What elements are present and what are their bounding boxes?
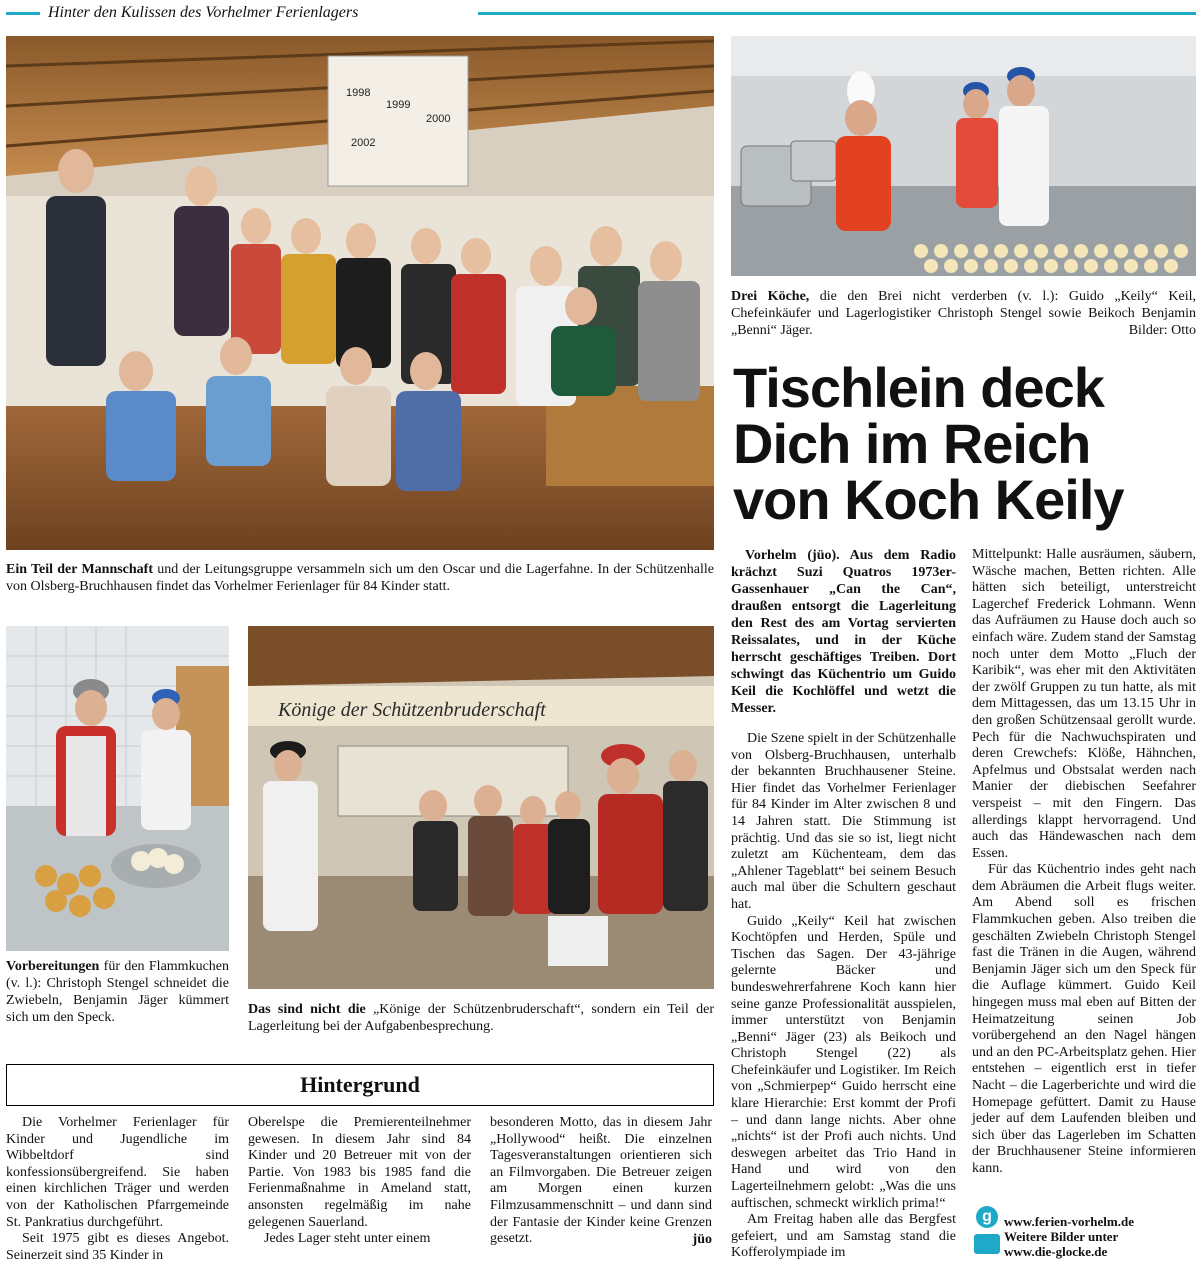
paragraph: Oberelspe die Premierenteilnehmer gewesen. In diesem Jahr sind 84 Kinder und 20 Betreuer mit von der Partie. Von 1983 bis 1985 fand die Ferienmaßnahme in Ameland statt, ansonsten regelmäßig im nahe gelegenen Sauerland. xyxy=(248,1115,471,1230)
svg-text:1999: 1999 xyxy=(386,99,411,111)
camera-icon xyxy=(974,1234,1000,1254)
kings-photo xyxy=(248,626,714,989)
svg-text:2002: 2002 xyxy=(351,137,376,149)
web-links xyxy=(1004,1214,1196,1259)
svg-text:1998: 1998 xyxy=(346,87,371,99)
group-photo-caption xyxy=(6,561,714,595)
kicker-rule-left xyxy=(6,12,40,15)
paragraph: Am Freitag haben alle das Bergfest gefeiert, und am Samstag stand die Kofferolympiade im xyxy=(731,1212,956,1261)
article-column-1-body xyxy=(731,731,956,1262)
caption-lead: Vorbereitungen xyxy=(6,959,100,974)
paragraph: Für das Küchentrio indes geht nach dem Abräumen die Arbeit flugs weiter. Am Abend soll es frischen Flammkuchen geben. Also treiben die geschälten Zwiebeln Christoph Stengel fast die Tränen in die Augen, während Benjamin Jäger sich um den Speck für die Auflage kümmert. Guido Keil hingegen muss mal eben auf Bitten der Heimatzeitung seinen Job vorübergehend an den Nagel hängen und an den PC-Arbeitsplatz gehen. Hier entstehen – eigentlich erst in tiefer Nacht – die Lagerberichte und wird die Homepage gefüttert. Damit zu Hause jeder auf dem Laufenden bleiben und sich über das Lagerleben im Schatten der Bruchhausener Steine informieren kann. xyxy=(972,862,1196,1176)
author-signature: jüo xyxy=(692,1231,712,1247)
cooks-photo-caption xyxy=(731,288,1196,339)
link-die-glocke[interactable]: www.die-glocke.de xyxy=(1004,1244,1108,1259)
caption-text: „Könige der Schützenbruderschaft“, sondern ein Teil der Lagerleitung bei der Aufgabenbesprechung. xyxy=(248,1002,715,1034)
paragraph: Guido „Keily“ Keil hat zwischen Kochtöpfen und Herden, Spüle und Tischen das Sagen. Der 43-jährige gelernte Bäcker und bundeswehrerfahrene Koch kann hier seine ganze Professionalität ausspielen, immer unterstützt von Benjamin „Benni“ Jäger (23) als Beikoch und Christoph Stengel (22) als Chefeinkäufer und Logistiker. Im Reich von „Schmierpep“ Guido herrscht eine klare Hierarchie: Erst kommt der Profi – und dann lange nichts. Aber ohne „nichts“ ist der Profi auch nichts. Und deswegen arbeitet das Trio Hand in Hand und wird von den Lagerteilnehmern gelobt: „Was die uns auftischen, schmeckt wirklich prima!“ xyxy=(731,913,956,1211)
group-photo-image xyxy=(6,36,714,550)
group-photo xyxy=(6,36,714,550)
paragraph: Die Szene spielt in der Schützenhalle von Olsberg-Bruchhausen, unterhalb der bekannten Bruchhausener Steine. Hier findet das Vorhelmer Ferienlager für 84 Kinder im Alter zwischen 8 und 14 Jahren statt. Die Stimmung ist prächtig. Und das sie so ist, liegt nicht zuletzt am Küchenteam, dem das „Ahlener Tageblatt“ bei seinem Besuch auch mal über die Schultern geschaut hat. xyxy=(731,731,956,912)
paragraph: besonderen Motto, das in diesem Jahr „Hollywood“ heißt. Die einzelnen Tagesveranstaltungen orientieren sich an Filmvorgaben. Die Betreuer zeigen am Morgen einen kurzen Filmzusammenschnitt – und dann sind der Fantasie der Kinder keine Grenzen gesetzt. xyxy=(490,1115,712,1247)
kings-photo-caption xyxy=(248,1001,714,1035)
kings-banner-text: Könige der Schützenbruderschaft xyxy=(278,699,546,721)
paragraph: Die Vorhelmer Ferienlager für Kinder und Jugendliche im Wibbeltdorf sind konfessionsübergreifend. Sie haben einen kirchlichen Träger und werden von der Katholischen Pfarrgemeinde St. Pankratius durchgeführt. xyxy=(6,1115,229,1230)
kings-photo-image xyxy=(248,626,714,989)
prep-photo-image xyxy=(6,626,229,951)
article-column-2 xyxy=(972,547,1196,1178)
headline-line-1: Tischlein deck xyxy=(733,356,1104,419)
caption-lead: Drei Köche, xyxy=(731,289,810,304)
background-column-3 xyxy=(490,1115,712,1248)
glocke-logo-icon: g xyxy=(976,1206,998,1228)
prep-photo xyxy=(6,626,229,951)
caption-text: die den Brei nicht verderben (v. l.): Guido „Keily“ Keil, Chefeinkäufer und Lagerlogistiker Christoph Stengel sowie Beikoch Benjamin „Benni“ Jäger. xyxy=(731,289,1196,338)
caption-text: und der Leitungsgruppe versammeln sich um den Oscar und die Lagerfahne. In der Schützenhalle von Olsberg-Bruchhausen findet das Vorhelmer Ferienlager für 84 Kinder statt. xyxy=(6,562,714,594)
cooks-photo xyxy=(731,36,1196,276)
paragraph: Jedes Lager steht unter einem xyxy=(264,1231,431,1247)
caption-lead: Ein Teil der Mannschaft xyxy=(6,562,153,577)
background-column-1 xyxy=(6,1115,229,1264)
svg-text:2000: 2000 xyxy=(426,113,451,125)
paragraph: Mittelpunkt: Halle ausräumen, säubern, Wäsche machen, Betten richten. Alle hätten sich beteiligt, unterstreicht Lagerchef Frederick Lohmann. Wenn das Aufräumen zu Hause doch auch so einfach wäre. Zudem stand der Samstag noch unter dem Motto „Fluch der Karibik“, was eher mit den Aktivitäten der zwölf Gruppen zu tun hatte, als mit dem Mittagessen, das um 13.15 Uhr in den großen Schützensaal gerollt wurde. Pech für die Nachwuchspiraten und deren Crewchefs: Klöße, Hähnchen, Apfelmus und Obstsalat werden nach Manier der diebischen Seefahrer verspeist – mit den Fingern. Das allerdings klappt hervorragend. Und auch das Händewaschen nach dem Essen. xyxy=(972,547,1196,861)
background-title: Hintergrund xyxy=(6,1064,714,1106)
kicker: Hinter den Kulissen des Vorhelmer Ferienlagers xyxy=(40,2,366,24)
background-column-2 xyxy=(248,1115,471,1248)
headline xyxy=(733,356,1198,531)
headline-line-3: von Koch Keily xyxy=(733,468,1124,531)
kicker-rule-right xyxy=(478,12,1196,15)
links-label: Weitere Bilder unter xyxy=(1004,1229,1119,1244)
caption-text: für den Flammkuchen (v. l.): Christoph Stengel schneidet die Zwiebeln, Benjamin Jäger kümmert sich um den Speck. xyxy=(6,959,229,1025)
photo-credit: Bilder: Otto xyxy=(1128,323,1196,338)
link-ferien-vorhelm[interactable]: www.ferien-vorhelm.de xyxy=(1004,1214,1134,1229)
prep-photo-caption xyxy=(6,958,229,1026)
caption-lead: Das sind nicht die xyxy=(248,1002,366,1017)
paragraph: Seit 1975 gibt es dieses Angebot. Seinerzeit sind 35 Kinder in xyxy=(6,1231,229,1263)
headline-line-2: Dich im Reich xyxy=(733,412,1091,475)
article-lead: Vorhelm (jüo). Aus dem Radio krächzt Suzi Quatros 1973er-Gassenhauer „Can the Can“, draußen entsorgt die Lagerleitung den Rest des am Vortag servierten Reissalates, und in der Küche herrscht geschäftiges Treiben. Dort schwingt das Küchentrio um Guido Keil die Kochlöffel und wetzt die Messer. xyxy=(731,548,956,716)
article-column-1 xyxy=(731,547,956,1262)
cooks-photo-image xyxy=(731,36,1196,276)
